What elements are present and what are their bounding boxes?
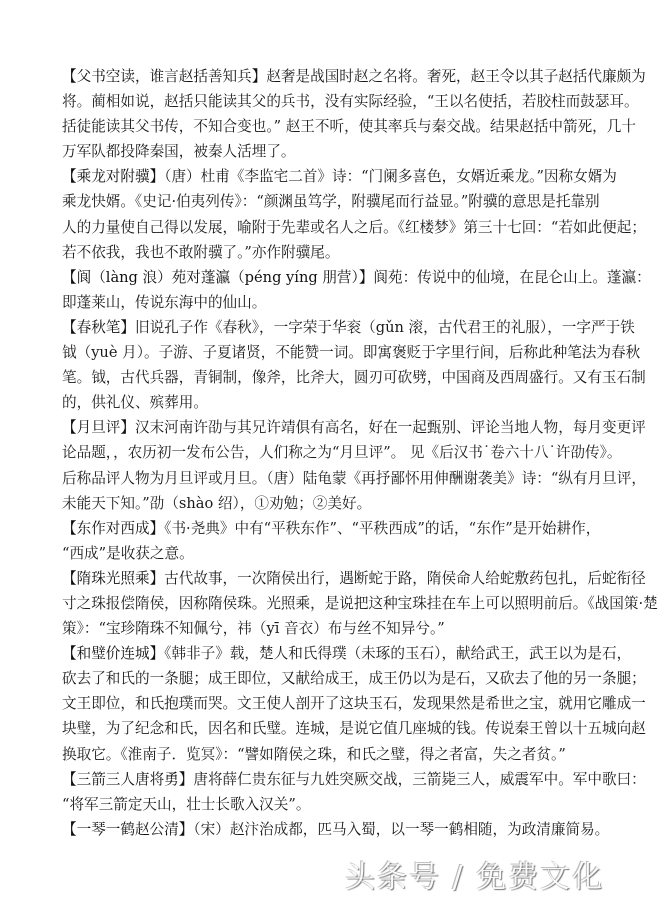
entry-text: 《书·尧典》中有“平秩东作”、“平秩西成”的话，“东作”是开始耕作， <box>164 519 601 537</box>
entry-title: 【父书空读，谁言赵括善知兵】 <box>62 68 267 85</box>
entry <box>62 64 646 164</box>
text-line <box>62 691 646 716</box>
text-line <box>62 415 646 440</box>
entry-text: 换取它。《淮南子．览冥》：“譬如隋侯之珠，和氏之璧，得之者富，失之者贫。” <box>62 745 566 763</box>
text-line <box>62 666 646 691</box>
entry-text: 《韩非子》载，楚人和氏得璞（未琢的玉石），献给武王，武王以为是石， <box>164 645 632 663</box>
text-line <box>62 466 646 491</box>
text-line <box>62 541 599 566</box>
text-line <box>62 566 646 591</box>
entry-text: 未能天下知。”劭（shào 绍），①劝勉；②美好。 <box>62 494 372 512</box>
entry-text: 后称品评人物为月旦评或月旦。（唐）陆龟蒙《再抒鄙怀用伸酬谢袭美》诗：“纵有月旦评， <box>62 469 646 487</box>
text-line <box>62 340 641 365</box>
entry-title: 【月旦评】 <box>62 419 135 437</box>
entry-text: 文王即位，和氏抱璞而哭。文王使人剖开了这块玉石，发现果然是希世之宝，就用它雕成一 <box>62 695 646 713</box>
entry-title: 【一琴一鹤赵公清】 <box>62 820 194 838</box>
entry-text: 将。蔺相如说，赵括只能读其父的兵书，没有实际经验，“王以名使括，若胶柱而鼓瑟耳。 <box>62 93 639 111</box>
entry-text: “将军三箭定天山，壮士长歌入汉关”。 <box>62 795 311 813</box>
entry <box>62 817 610 842</box>
entry <box>62 164 646 264</box>
entry-title: 【乘龙对附骥】 <box>62 168 165 186</box>
entry-text: 旧说孔子作《春秋》，一字荣于华衮（gǔn 滚，古代君王的礼服），一字严于铁 <box>134 318 635 336</box>
text-line <box>62 64 646 89</box>
entry-text: 块璧，为了纪念和氏，因名和氏璧。连城，是说它值几座城的钱。传说秦王曾以十五城向赵 <box>62 720 646 738</box>
text-line <box>62 114 636 139</box>
entry <box>62 265 651 315</box>
entry-text: 万军队都投降秦国，被秦人活埋了。 <box>62 143 296 161</box>
entry-text: 即蓬莱山，传说东海中的仙山。 <box>62 293 267 311</box>
text-line <box>62 491 599 516</box>
text-line <box>62 315 635 340</box>
entry-title: 【和璧价连城】 <box>62 645 165 663</box>
entry-text: （宋）赵汴治成都，匹马入蜀，以一琴一鹤相随，为政清廉简易。 <box>193 820 610 838</box>
entry-text: 论品题，，农历初一发布公告，人们称之为“月旦评”。 见《后汉书˙卷六十八˙许劭传》。 <box>62 444 622 462</box>
watermark: 头条号 / 免费文化 <box>345 860 605 895</box>
document-body <box>62 64 658 842</box>
text-line <box>62 641 632 666</box>
text-line <box>62 164 617 189</box>
text-line <box>62 215 646 240</box>
entry-text: 阆苑：传说中的仙境，在昆仑山上。蓬瀛： <box>373 268 651 286</box>
text-line <box>62 365 646 390</box>
text-line <box>62 265 651 290</box>
text-line <box>62 290 599 315</box>
entry-text: （唐）杜甫《李监宅二首》诗：“门阑多喜色，女婿近乘龙。”因称女婿为 <box>164 168 617 186</box>
entry <box>62 315 646 415</box>
entry-text: “西成”是收获之意。 <box>62 544 194 562</box>
text-line <box>62 742 599 767</box>
entry <box>62 566 658 641</box>
entry <box>62 516 599 566</box>
entry-title: 【春秋笔】 <box>62 318 135 336</box>
text-line <box>62 792 599 817</box>
text-line <box>62 89 639 114</box>
text-line <box>62 440 622 465</box>
entry <box>62 415 646 515</box>
entry-text: 人的力量使自己得以发展，喻附于先辈或名人之后。《红楼梦》第三十七回：“若如此便起； <box>62 218 646 236</box>
entry-text: 汉末河南许劭与其兄许靖俱有高名，好在一起甄别、评论当地人物，每月变更评 <box>134 419 646 437</box>
entry <box>62 767 646 817</box>
entry-title: 【三箭三人唐将勇】 <box>62 770 194 788</box>
entry <box>62 641 646 766</box>
text-line <box>62 189 599 214</box>
text-line <box>62 139 599 164</box>
entry-title: 【阆（làng 浪）苑对蓬瀛（péng yíng 朋营）】 <box>62 268 374 286</box>
entry-title: 【东作对西成】 <box>62 519 165 537</box>
text-line <box>62 591 658 616</box>
entry-text: 寸之珠报偿隋侯，因称隋侯珠。光照乘，是说把这种宝珠挂在车上可以照明前后。《战国策·楚 <box>62 594 658 612</box>
entry-text: 钺（yuè 月）。子游、子夏诸贤，不能赞一词。即寓褒贬于字里行间，后称此种笔法为春秋 <box>62 344 641 362</box>
text-line <box>62 616 599 641</box>
entry-text: 唐将薛仁贵东征与九姓突厥交战，三箭毙三人，威震军中。军中歌曰： <box>193 770 646 788</box>
text-line <box>62 516 599 541</box>
entry-text: 若不依我，我也不敢附骥了。”亦作附骥尾。 <box>62 243 340 261</box>
entry-text: 砍去了和氏的一条腿；成王即位，又献给成王，成王仍以为是石，又砍去了他的另一条腿； <box>62 670 646 688</box>
entry-text: 策》：“宝珍隋珠不知佩兮，祎（yī 音衣）布与丝不知异兮。” <box>62 620 445 638</box>
text-line <box>62 390 599 415</box>
entry-text: 笔。钺，古代兵器，青铜制，像斧，比斧大，圆刃可砍劈，中国商及西周盛行。又有玉石制 <box>62 369 646 387</box>
text-line <box>62 767 646 792</box>
entry-text: 括徒能读其父书传，不知合变也。” 赵王不听，使其率兵与秦交战。结果赵括中箭死，几十 <box>62 118 636 136</box>
entry-text: 乘龙快婿。《史记·伯夷列传》：“颜渊虽笃学，附骥尾而行益显。”附骥的意思是托靠别 <box>62 193 600 211</box>
text-line <box>62 240 599 265</box>
text-line <box>62 817 610 842</box>
entry-text: 的，供礼仪、殡葬用。 <box>62 394 208 412</box>
entry-text: 古代故事，一次隋侯出行，遇断蛇于路，隋侯命人给蛇敷药包扎，后蛇衔径 <box>164 569 646 587</box>
entry-title: 【隋珠光照乘】 <box>62 569 165 587</box>
entry-text: 赵奢是战国时赵之名将。奢死，赵王令以其子赵括代廉颇为 <box>266 68 646 85</box>
text-line <box>62 716 646 741</box>
